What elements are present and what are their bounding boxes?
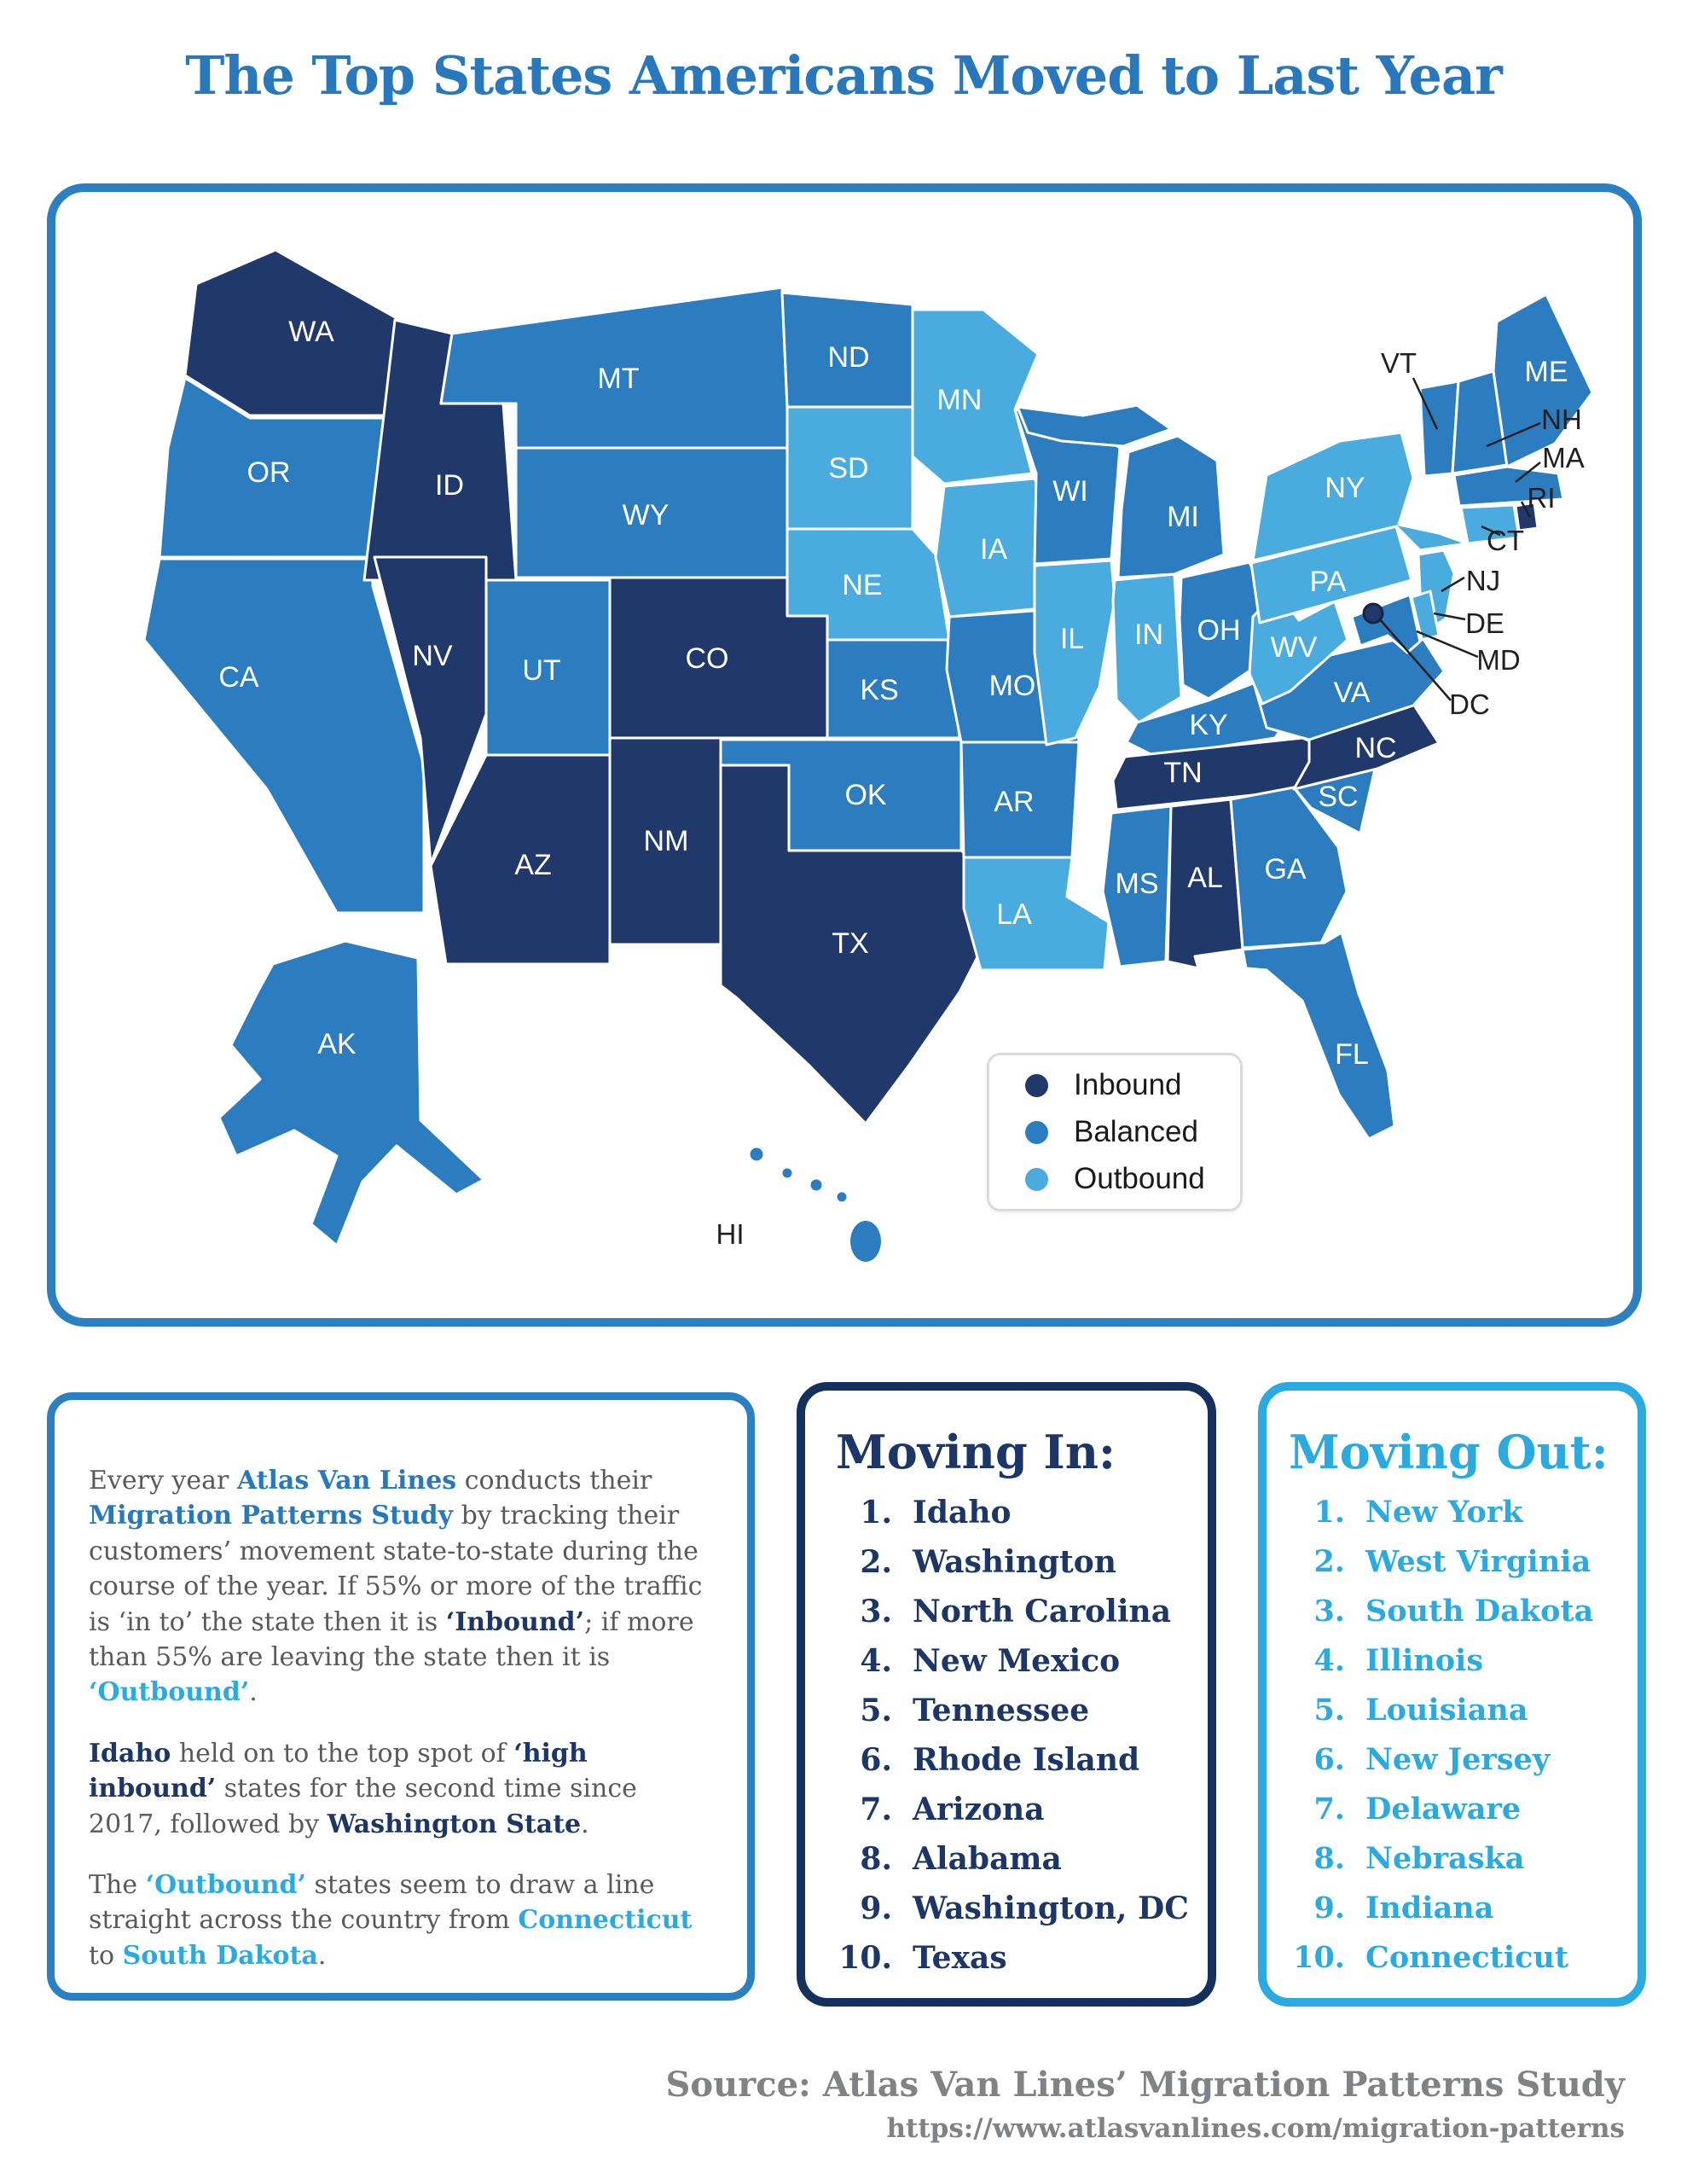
state-label-HI: HI [716, 1218, 745, 1250]
moving-in-item-4 [836, 1643, 1199, 1693]
state-name: Connecticut [1365, 1940, 1569, 1975]
text-run: states seem to draw a line straight across the country from [89, 1869, 655, 1936]
state-label-UT: UT [522, 654, 561, 687]
state-label-NC: NC [1354, 732, 1397, 764]
state-HI-island-5 [850, 1221, 881, 1262]
us-migration-map-panel [47, 183, 1642, 1327]
map-legend [987, 1053, 1243, 1211]
rank-number: 8. [1313, 1841, 1345, 1876]
moving-out-item-6 [1289, 1742, 1629, 1792]
rank-number: 9. [1313, 1891, 1345, 1926]
rank-number: 1. [860, 1495, 892, 1531]
state-name: Illinois [1365, 1643, 1484, 1678]
state-name: Tennessee [913, 1693, 1090, 1728]
state-label-CO: CO [685, 642, 729, 675]
text-run: by tracking their customers’ movement state-to-state during the course of the year. If 55% or more of the traffic is ‘in to’ the state then it is [89, 1501, 703, 1637]
text-run: conducts their [456, 1466, 652, 1496]
state-name: New York [1365, 1495, 1523, 1530]
rank-number: 3. [1313, 1594, 1345, 1629]
state-label-NM: NM [643, 825, 689, 857]
rank-number: 1. [1313, 1495, 1345, 1530]
state-label-VA: VA [1333, 677, 1371, 709]
about-paragraph-2 [89, 1736, 715, 1842]
rank-number: 5. [860, 1693, 892, 1728]
state-name: Idaho [913, 1495, 1012, 1531]
moving-in-item-2 [836, 1544, 1199, 1594]
moving-out-panel [1258, 1382, 1646, 2007]
state-FL [1243, 932, 1394, 1139]
about-paragraph-1 [89, 1463, 715, 1711]
state-label-NH: NH [1541, 404, 1582, 435]
text-run: Every year [89, 1466, 237, 1496]
state-label-SC: SC [1318, 781, 1359, 813]
state-label-MI: MI [1167, 501, 1199, 533]
rank-number: 3. [860, 1594, 892, 1629]
state-label-WV: WV [1270, 631, 1318, 664]
state-label-ND: ND [827, 341, 870, 374]
moving-out-item-2 [1289, 1544, 1629, 1594]
text-run: to [89, 1940, 123, 1971]
state-label-WI: WI [1052, 475, 1088, 508]
state-label-MD: MD [1476, 644, 1521, 676]
south-dakota-highlight: South Dakota [122, 1940, 318, 1971]
state-label-RI: RI [1527, 482, 1556, 514]
state-name: Alabama [913, 1841, 1062, 1877]
rank-number: 8. [860, 1841, 892, 1877]
outbound-dot-icon [1025, 1168, 1048, 1191]
inbound-dot-icon [1025, 1074, 1048, 1097]
legend-label-inbound: Inbound [1074, 1068, 1182, 1101]
moving-out-item-4 [1289, 1643, 1629, 1693]
moving-in-title: Moving In: [836, 1425, 1116, 1479]
state-name: North Carolina [913, 1594, 1172, 1629]
rank-number: 7. [1313, 1792, 1345, 1827]
moving-in-item-3 [836, 1594, 1199, 1643]
state-label-DC: DC [1449, 688, 1490, 720]
text-run: states for the second time since 2017, followed by [89, 1774, 637, 1839]
source-text: Source: Atlas Van Lines’ Migration Patterns Study [665, 2065, 1625, 2105]
state-label-TN: TN [1163, 757, 1203, 789]
state-label-MS: MS [1115, 868, 1159, 900]
legend-label-balanced: Balanced [1074, 1115, 1198, 1148]
state-name: Indiana [1365, 1891, 1494, 1926]
about-paragraph-3 [89, 1867, 715, 1973]
state-label-MT: MT [597, 363, 640, 395]
state-label-LA: LA [996, 898, 1032, 931]
connecticut-highlight: Connecticut [518, 1905, 693, 1936]
state-name: Louisiana [1365, 1693, 1528, 1728]
state-label-OK: OK [844, 779, 887, 811]
text-run: . [249, 1677, 258, 1708]
us-map [55, 192, 1633, 1318]
state-label-KS: KS [860, 674, 899, 706]
state-name: New Jersey [1365, 1742, 1551, 1777]
state-label-MN: MN [936, 384, 983, 416]
high-inbound-highlight: ‘high inbound’ [89, 1738, 588, 1804]
rank-number: 6. [1313, 1742, 1345, 1777]
state-label-MA: MA [1542, 442, 1585, 473]
moving-in-item-5 [836, 1693, 1199, 1742]
state-label-FL: FL [1335, 1038, 1369, 1071]
source-attribution [666, 2065, 1625, 2144]
moving-in-item-9 [836, 1891, 1199, 1940]
balanced-dot-icon [1025, 1121, 1048, 1144]
moving-in-item-6 [836, 1742, 1199, 1792]
moving-out-item-8 [1289, 1841, 1629, 1891]
text-run: The [89, 1869, 146, 1900]
moving-in-item-8 [836, 1841, 1199, 1891]
state-label-AZ: AZ [514, 849, 552, 881]
state-name: Nebraska [1365, 1841, 1525, 1876]
state-label-OH: OH [1197, 614, 1241, 647]
outbound-highlight: ‘Outbound’ [89, 1677, 250, 1708]
moving-in-item-10 [836, 1940, 1199, 1989]
state-name: Washington, DC [913, 1891, 1189, 1926]
text-run: ; if more than 55% are leaving the state then it is [89, 1606, 694, 1672]
state-label-VT: VT [1380, 347, 1417, 379]
state-name: Rhode Island [913, 1742, 1140, 1778]
rank-number: 9. [860, 1891, 892, 1926]
washington-state-highlight: Washington State [327, 1809, 582, 1839]
moving-in-panel [797, 1382, 1216, 2007]
state-label-AR: AR [994, 786, 1035, 818]
state-name: Delaware [1365, 1792, 1522, 1827]
state-label-WA: WA [288, 316, 334, 348]
state-label-NV: NV [412, 640, 453, 672]
state-name: Texas [913, 1940, 1007, 1976]
state-label-NJ: NJ [1465, 565, 1501, 596]
state-label-ID: ID [435, 469, 464, 502]
moving-out-item-3 [1289, 1594, 1629, 1643]
state-LA [964, 857, 1109, 970]
state-label-NY: NY [1325, 472, 1365, 504]
legend-label-outbound: Outbound [1074, 1162, 1205, 1195]
state-label-SD: SD [828, 452, 869, 485]
state-label-CT: CT [1487, 525, 1524, 556]
state-HI-island-1 [749, 1147, 764, 1162]
rank-number: 2. [860, 1544, 892, 1580]
state-label-IA: IA [979, 533, 1008, 566]
moving-out-item-9 [1289, 1891, 1629, 1940]
study-description-panel [47, 1392, 755, 2001]
state-name: Washington [913, 1544, 1116, 1580]
state-CA [144, 559, 424, 913]
state-name: West Virginia [1365, 1544, 1591, 1579]
rank-number: 10. [1293, 1940, 1345, 1975]
state-label-GA: GA [1264, 853, 1307, 886]
legend-row-inbound [1025, 1068, 1240, 1102]
state-name: South Dakota [1365, 1594, 1594, 1629]
text-run: . [581, 1809, 589, 1839]
state-label-ME: ME [1524, 356, 1568, 388]
outbound-highlight: ‘Outbound’ [145, 1869, 306, 1900]
state-label-PA: PA [1309, 566, 1347, 598]
rank-number: 2. [1313, 1544, 1345, 1579]
text-run: . [317, 1940, 327, 1971]
state-label-DE: DE [1465, 607, 1504, 639]
state-label-CA: CA [218, 661, 259, 694]
idaho-highlight: Idaho [89, 1738, 171, 1769]
state-name: New Mexico [913, 1643, 1121, 1679]
rank-number: 4. [860, 1643, 892, 1679]
atlas-van-lines-highlight: Atlas Van Lines [236, 1466, 457, 1496]
state-HI-island-3 [809, 1178, 823, 1192]
state-label-IN: IN [1134, 619, 1163, 651]
state-label-OR: OR [246, 456, 291, 489]
moving-in-item-7 [836, 1792, 1199, 1841]
rank-number: 6. [860, 1742, 892, 1778]
migration-patterns-study-highlight: Migration Patterns Study [89, 1501, 454, 1531]
state-label-MO: MO [988, 670, 1036, 702]
moving-out-item-10 [1289, 1940, 1629, 1989]
rank-number: 7. [860, 1792, 892, 1827]
state-HI-island-2 [781, 1167, 793, 1179]
moving-out-title: Moving Out: [1289, 1425, 1609, 1479]
source-url: https://www.atlasvanlines.com/migration-patterns [886, 2113, 1625, 2144]
moving-out-item-7 [1289, 1792, 1629, 1841]
state-name: Arizona [913, 1792, 1045, 1827]
state-label-KY: KY [1189, 709, 1228, 741]
rank-number: 10. [838, 1940, 892, 1976]
inbound-highlight: ‘Inbound’ [445, 1606, 585, 1637]
state-HI-island-4 [836, 1191, 848, 1203]
page-title: The Top States Americans Moved to Last Year [185, 44, 1502, 107]
state-label-WY: WY [622, 499, 670, 531]
state-label-TX: TX [832, 927, 869, 960]
moving-out-item-5 [1289, 1693, 1629, 1742]
rank-number: 5. [1313, 1693, 1345, 1728]
moving-out-item-1 [1289, 1495, 1629, 1544]
state-label-NE: NE [842, 569, 883, 601]
text-run: held on to the top spot of [171, 1738, 514, 1769]
rank-number: 4. [1313, 1643, 1345, 1678]
legend-row-outbound [1025, 1162, 1240, 1196]
moving-in-item-1 [836, 1495, 1199, 1544]
state-label-IL: IL [1059, 623, 1085, 655]
state-label-AK: AK [317, 1028, 357, 1060]
state-AK [219, 941, 484, 1246]
legend-row-balanced [1025, 1115, 1240, 1149]
state-label-AL: AL [1187, 862, 1223, 894]
